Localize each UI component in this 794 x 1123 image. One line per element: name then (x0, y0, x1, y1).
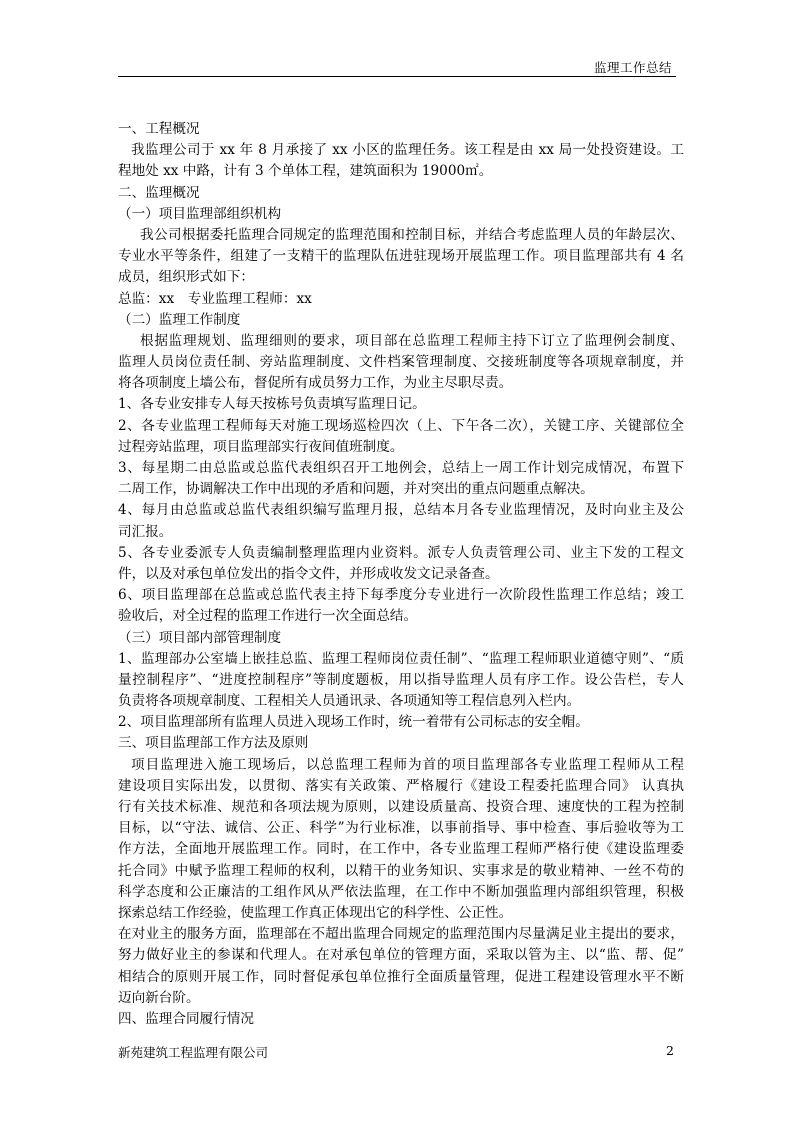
paragraph-line: 目标，以“守法、诚信、公正、科学”为行业标准，以事前指导、事中检查、事后验收等为工 (118, 820, 684, 837)
paragraph-line: 将各项制度上墙公布，督促所有成员努力工作，为业主尽职尽责。 (118, 375, 513, 392)
subsection-heading: （三）项目部内部管理制度 (118, 629, 282, 646)
page-footer (118, 1043, 676, 1063)
paragraph-line: 专业水平等条件，组建了一支精干的监理队伍进驻现场开展监理工作。项目监理部共有 4 名 (118, 248, 684, 265)
paragraph-line: 行有关技术标准、规范和各项法规为原则，以建设质量高、投资合理、速度快的工程为控制 (118, 799, 684, 815)
list-item: 6、项目监理部在总监或总监代表主持下每季度分专业进行一次阶段性监理工作总结；竣工 (118, 587, 684, 604)
list-item: 2、项目监理部所有监理人员进入现场工作时，统一着带有公司标志的安全帽。 (118, 714, 589, 731)
list-item: 3、每星期二由总监或总监代表组织召开工地例会，总结上一周工作计划完成情况，布置下 (118, 460, 684, 476)
paragraph-line: 科学态度和公正廉洁的工组作风从严依法监理，在工作中不断加强监理内部组织管理，积极 (118, 883, 684, 900)
page-header (118, 56, 676, 77)
list-item: 1、监理部办公室墙上嵌挂总监、监理工程师岗位责任制”、“监理工程师职业道德守则”、“质 (118, 650, 684, 667)
paragraph-line: 托合同》中赋予监理工程师的权利，以精干的业务知识、实事求是的敬业精神、一丝不苟的 (118, 862, 684, 879)
page-number: 2 (666, 1043, 674, 1058)
paragraph-line: 作方法，全面地开展监理工作。同时，在工作中，各专业监理工程师严格行使《建设监理委 (118, 841, 684, 858)
paragraph-line: 项目监理进入施工现场后，以总监理工程师为首的项目监理部各专业监理工程师从工程 (131, 756, 684, 773)
subsection-heading: （二）监理工作制度 (118, 311, 241, 328)
paragraph-line: 相结合的原则开展工作，同时督促承包单位推行全面质量管理，促进工程建设管理水平不断 (118, 968, 684, 985)
list-item-continuation: 验收后，对全过程的监理工作进行一次全面总结。 (118, 608, 418, 625)
paragraph-line: 建设项目实际出发，以贯彻、落实有关政策、严格履行《建设工程委托监理合同》 认真执 (118, 777, 684, 794)
list-item-continuation: 过程旁站监理，项目监理部实行夜间值班制度。 (118, 438, 404, 455)
paragraph-line: 监理人员岗位责任制、旁站监理制度、文件档案管理制度、交接班制度等各项规章制度，并 (118, 354, 684, 371)
list-item: 1、各专业安排专人每天按栋号负责填写监理日记。 (118, 396, 426, 413)
list-item: 4、每月由总监或总监代表组织编写监理月报，总结本月各专业监理情况，及时向业主及公 (118, 502, 684, 519)
paragraph-line: 根据监理规划、监理细则的要求，项目部在总监理工程师主持下订立了监理例会制度、 (140, 332, 684, 349)
list-item-continuation: 二周工作，协调解决工作中出现的矛盾和问题，并对突出的重点问题重点解决。 (118, 481, 594, 498)
section-heading: 一、工程概况 (118, 121, 200, 137)
list-item: 5、各专业委派专人负责编制整理监理内业资料。派专人负责管理公司、业主下发的工程文 (118, 544, 684, 561)
paragraph-line: 努力做好业主的参谋和代理人。在对承包单位的管理方面，采取以管为主、以“监、帮、促” (118, 947, 684, 964)
paragraph-line: 迈向新台阶。 (118, 989, 200, 1006)
subsection-heading: （一）项目监理部组织机构 (118, 205, 282, 222)
list-item-continuation: 司汇报。 (118, 523, 173, 540)
paragraph-line: 探索总结工作经验，使监理工作真正体现出它的科学性、公正性。 (118, 904, 513, 921)
paragraph-line: 程地处 xx 中路，计有 3 个单体工程，建筑面积为 19000㎡。 (118, 163, 493, 180)
section-heading: 二、监理概况 (118, 184, 200, 201)
paragraph-line: 成员，组织形式如下： (118, 269, 254, 286)
paragraph-line: 在对业主的服务方面，监理部在不超出监理合同规定的监理范围内尽量满足业主提出的要求， (118, 926, 684, 943)
footer-company-name: 新苑建筑工程监理有限公司 (118, 1045, 269, 1060)
paragraph-line: 总监：xx 专业监理工程师：xx (118, 290, 312, 307)
header-title: 监理工作总结 (593, 60, 672, 75)
paragraph-line: 我公司根据委托监理合同规定的监理范围和控制目标，并结合考虑监理人员的年龄层次、 (140, 226, 684, 243)
list-item-continuation: 件，以及对承包单位发出的指令文件，并形成收发文记录备查。 (118, 565, 499, 582)
section-heading: 三、项目监理部工作方法及原则 (118, 735, 309, 752)
list-item: 2、各专业监理工程师每天对施工现场巡检四次（上、下午各二次），关键工序、关键部位全 (118, 417, 684, 434)
paragraph-line: 我监理公司于 xx 年 8 月承接了 xx 小区的监理任务。该工程是由 xx 局一处投资建设。工 (131, 142, 684, 159)
list-item-continuation: 负责将各项规章制度、工程相关人员通讯录、各项通知等工程信息列入栏内。 (118, 693, 581, 710)
section-heading: 四、监理合同履行情况 (118, 1010, 254, 1027)
document-body (118, 119, 684, 1030)
list-item-continuation: 量控制程序”、“进度控制程序”等制度题板，用以指导监理人员有序工作。设公告栏，专人 (118, 671, 684, 688)
